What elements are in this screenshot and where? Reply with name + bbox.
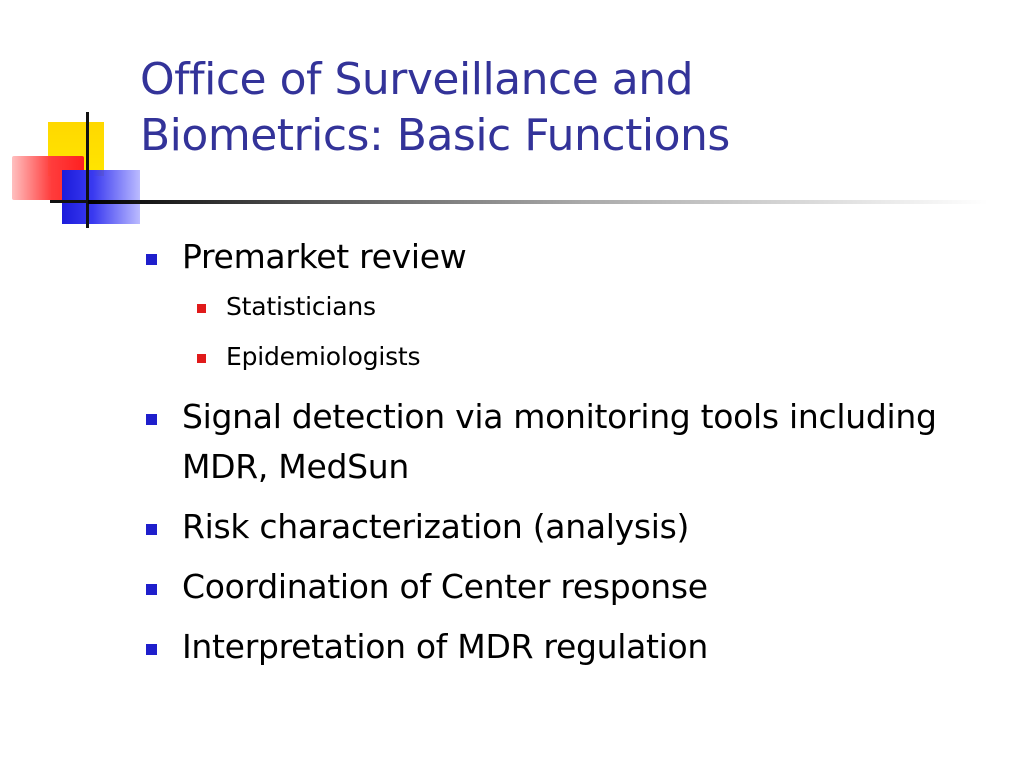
decorative-logo	[0, 0, 150, 240]
bullet-text: Coordination of Center response	[182, 567, 708, 606]
square-bullet-icon	[146, 584, 157, 595]
square-bullet-icon	[146, 524, 157, 535]
square-bullet-icon	[146, 644, 157, 655]
bullet-list	[140, 232, 1000, 672]
bullet-item	[140, 502, 1000, 552]
title-line-1: Office of Surveillance and	[140, 54, 694, 105]
square-bullet-icon	[146, 254, 157, 265]
bullet-text: Signal detection via monitoring tools including MDR, MedSun	[182, 397, 937, 486]
sub-bullet-text: Statisticians	[226, 292, 376, 321]
slide-title	[140, 52, 1000, 164]
bullet-item	[140, 392, 962, 492]
sub-bullet-text: Epidemiologists	[226, 342, 421, 371]
square-bullet-icon	[197, 304, 206, 313]
sub-bullet-item	[140, 282, 1000, 332]
bullet-item	[140, 562, 1000, 612]
title-divider	[88, 200, 988, 204]
square-bullet-icon	[197, 354, 206, 363]
bullet-text: Premarket review	[182, 237, 467, 276]
bullet-text: Interpretation of MDR regulation	[182, 627, 709, 666]
logo-vertical-line	[86, 112, 89, 228]
bullet-item	[140, 622, 1000, 672]
blue-square-icon	[62, 170, 140, 224]
sub-bullet-item	[140, 332, 1000, 382]
bullet-text: Risk characterization (analysis)	[182, 507, 690, 546]
square-bullet-icon	[146, 414, 157, 425]
title-line-2: Biometrics: Basic Functions	[140, 110, 730, 161]
bullet-item	[140, 232, 1000, 282]
